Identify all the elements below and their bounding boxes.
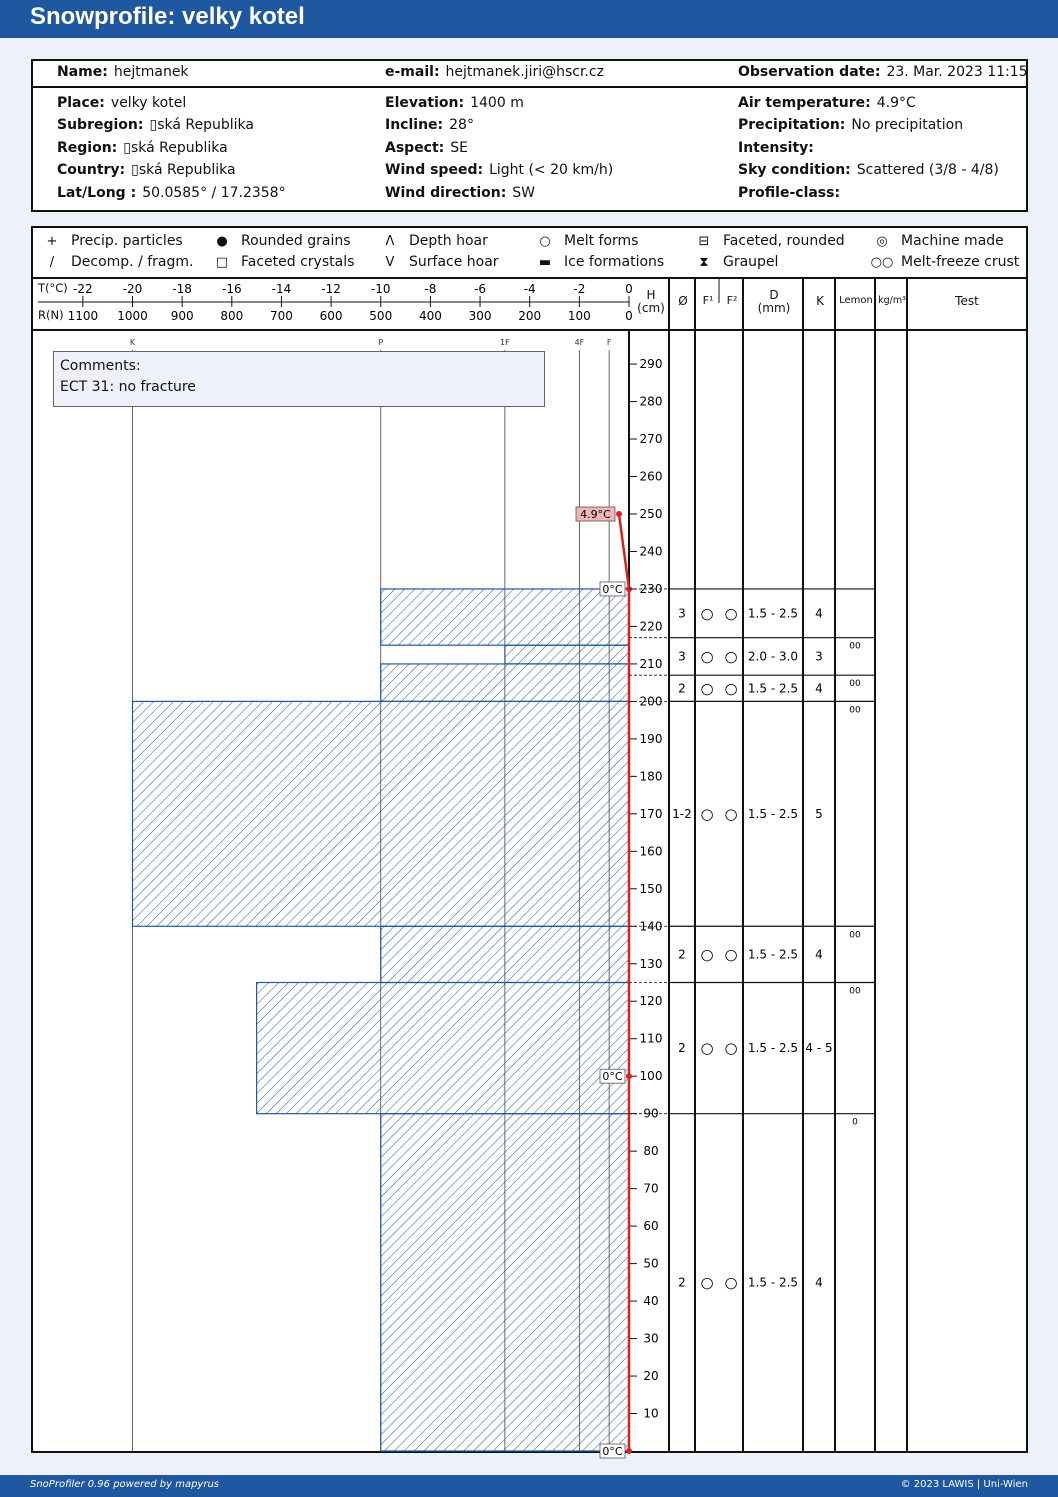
v-icon: V (385, 255, 395, 270)
footer (0, 1475, 1058, 1497)
d-header: D (769, 288, 779, 302)
layer-d: 1.5 - 2.5 (747, 947, 799, 962)
height-tick-label: 90 (643, 1106, 659, 1121)
layer-grain-size: 2 (678, 681, 686, 696)
legend-label: Depth hoar (409, 233, 488, 249)
place-field: Place: velky kotel (57, 95, 187, 111)
square-icon: □ (215, 255, 229, 270)
height-tick-label: 120 (639, 994, 663, 1009)
height-header: H (646, 288, 656, 302)
title-bar (0, 0, 1058, 38)
resistance-tick-label: 300 (468, 309, 492, 323)
resistance-tick-label: 500 (369, 309, 393, 323)
lemon-header: Lemon (839, 295, 873, 306)
profile-class-field: Profile-class: (738, 185, 841, 201)
faceted-rounded-icon: ⊟ (698, 234, 710, 249)
resistance-tick-label: 800 (220, 309, 244, 323)
page-title: Snowprofile: velky kotel (30, 3, 305, 30)
height-tick-label: 100 (639, 1069, 663, 1084)
hardness-bar (505, 645, 629, 664)
region-field: Region: ▯ská Republika (57, 140, 228, 156)
height-tick-label: 130 (639, 956, 663, 971)
circle-icon: ○ (539, 234, 551, 249)
height-tick-label: 270 (639, 432, 663, 447)
temp-tick-label: -20 (122, 282, 143, 296)
profile-panel (31, 226, 1028, 1458)
temperature-label: 0°C (602, 1070, 623, 1084)
height-tick-label: 20 (643, 1369, 659, 1384)
legend-label: Surface hoar (409, 254, 499, 270)
legend-label: Graupel (723, 254, 779, 270)
height-tick-label: 80 (643, 1144, 659, 1159)
aspect-field: Aspect: SE (385, 140, 469, 156)
layer-k: 3 (815, 649, 823, 664)
height-tick-label: 30 (643, 1331, 659, 1346)
height-tick-label: 240 (639, 544, 663, 559)
layer-d: 1.5 - 2.5 (747, 606, 799, 621)
legend-label: Decomp. / fragm. (71, 254, 194, 270)
hardness-label: P (378, 338, 384, 347)
temp-tick-label: -4 (523, 282, 536, 296)
layer-grain-size: 3 (678, 649, 686, 664)
hardness-bar (133, 701, 630, 926)
resistance-tick-label: 1100 (67, 309, 99, 323)
layer-f2: ○ (724, 679, 738, 698)
d-unit: (mm) (757, 301, 791, 315)
layer-f1: ○ (700, 804, 714, 823)
layer-f2: ○ (724, 804, 738, 823)
layer-d: 1.5 - 2.5 (747, 806, 799, 821)
bar-icon: ▬ (538, 255, 552, 270)
resistance-tick-label: 200 (518, 309, 542, 323)
incline-field: Incline: 28° (385, 117, 474, 133)
intensity-field: Intensity: (738, 140, 814, 156)
layer-k: 4 (815, 681, 823, 696)
layer-k: 4 (815, 947, 823, 962)
sky-condition-field: Sky condition: Scattered (3/8 - 4/8) (738, 162, 999, 178)
k-header: K (816, 294, 824, 308)
temperature-label: 0°C (602, 582, 623, 596)
layer-grain-size: 3 (678, 606, 686, 621)
layer-lemon: 00 (849, 641, 861, 652)
layer-lemon: 00 (849, 705, 861, 716)
legend-label: Melt-freeze crust (901, 254, 1020, 270)
resistance-tick-label: 0 (625, 309, 633, 323)
observation-date-field: Observation date: 23. Mar. 2023 11:15 (738, 64, 1028, 80)
layer-grain-size: 2 (678, 1041, 686, 1056)
legend-label: Melt forms (564, 233, 639, 249)
height-tick-label: 10 (643, 1406, 659, 1421)
height-tick-label: 70 (643, 1181, 659, 1196)
resistance-axis-label: R(N) (38, 308, 64, 322)
hardness-bar (257, 983, 629, 1114)
height-tick-label: 280 (639, 394, 663, 409)
layer-f1: ○ (700, 1039, 714, 1058)
melt-freeze-icon: ○○ (870, 255, 894, 270)
precipitation-field: Precipitation: No precipitation (738, 117, 964, 133)
name-field: Name: hejtmanek (57, 64, 189, 80)
temp-tick-label: -18 (172, 282, 192, 296)
layer-lemon: 00 (849, 679, 861, 690)
subregion-field: Subregion: ▯ská Republika (57, 117, 254, 133)
layer-f2: ○ (724, 945, 738, 964)
layer-k: 5 (815, 806, 823, 821)
grain-size-header: Ø (678, 294, 688, 308)
metadata-panel (31, 59, 1028, 212)
hardness-label: 1F (500, 338, 510, 347)
layer-f2: ○ (724, 604, 738, 623)
height-tick-label: 250 (639, 507, 663, 521)
height-tick-label: 60 (643, 1219, 659, 1234)
hardness-label: F (606, 338, 612, 347)
height-tick-label: 180 (639, 769, 663, 784)
slash-icon: / (49, 255, 55, 270)
legend-label: Rounded grains (241, 233, 351, 249)
hardness-bar (381, 664, 629, 701)
country-field: Country: ▯ská Republika (57, 162, 236, 178)
test-header: Test (955, 294, 979, 308)
layer-grain-size: 2 (678, 947, 686, 962)
resistance-tick-label: 900 (170, 309, 194, 323)
height-tick-label: 150 (639, 881, 663, 896)
temp-tick-label: 0 (625, 282, 633, 296)
f1-header: F¹ (702, 294, 714, 307)
layer-k: 4 - 5 (805, 1041, 833, 1056)
temp-tick-label: -6 (474, 282, 487, 296)
height-tick-label: 210 (639, 656, 663, 671)
resistance-tick-label: 1000 (117, 309, 148, 323)
layer-f1: ○ (700, 679, 714, 698)
layer-k: 4 (815, 1275, 823, 1290)
layer-d: 2.0 - 3.0 (747, 649, 799, 664)
layer-d: 1.5 - 2.5 (747, 1275, 799, 1290)
temp-tick-label: -2 (573, 282, 586, 296)
wind-speed-field: Wind speed: Light (< 20 km/h) (385, 162, 614, 178)
height-unit: (cm) (637, 301, 665, 315)
temp-tick-label: -16 (221, 282, 242, 296)
height-tick-label: 290 (639, 357, 663, 372)
resistance-tick-label: 600 (319, 309, 343, 323)
legend-label: Machine made (901, 233, 1004, 249)
height-tick-label: 260 (639, 469, 663, 484)
layer-f2: ○ (724, 1273, 738, 1292)
height-tick-label: 140 (639, 919, 663, 934)
layer-f1: ○ (700, 604, 714, 623)
height-tick-label: 230 (639, 581, 663, 596)
layer-grain-size: 2 (678, 1275, 686, 1290)
latlong-field: Lat/Long : 50.0585° / 17.2358° (57, 185, 286, 201)
temp-tick-label: -12 (321, 282, 341, 296)
temp-tick-label: -22 (73, 282, 93, 296)
hardness-label: 4F (574, 338, 585, 347)
temperature-point (626, 1448, 632, 1454)
temperature-point (616, 511, 622, 517)
layer-lemon: 0 (852, 1117, 858, 1128)
legend-label: Ice formations (564, 254, 665, 270)
layer-lemon: 00 (849, 986, 861, 997)
layer-f2: ○ (724, 1039, 738, 1058)
temperature-label: 0°C (602, 1445, 623, 1458)
resistance-tick-label: 100 (567, 309, 591, 323)
layer-d: 1.5 - 2.5 (747, 1041, 799, 1056)
height-tick-label: 220 (639, 619, 663, 634)
layer-f1: ○ (700, 1273, 714, 1292)
height-tick-label: 200 (639, 694, 663, 709)
hardness-bar (381, 589, 629, 645)
wind-direction-field: Wind direction: SW (385, 185, 536, 201)
height-tick-label: 190 (639, 731, 663, 746)
height-tick-label: 160 (639, 844, 663, 859)
snow-profile-chart (33, 228, 1026, 1458)
hardness-label: K (129, 338, 136, 347)
height-tick-label: 40 (643, 1294, 659, 1309)
plus-icon: + (46, 234, 58, 249)
height-tick-label: 170 (639, 806, 663, 821)
temp-tick-label: -14 (271, 282, 292, 296)
resistance-tick-label: 400 (418, 309, 442, 323)
density-header: kg/m³ (878, 295, 906, 306)
hardness-bar (381, 1114, 629, 1451)
layer-d: 1.5 - 2.5 (747, 681, 799, 696)
footer-credit: SnoProfiler 0.96 powered by mapyrus (30, 1479, 220, 1490)
height-tick-label: 110 (639, 1031, 663, 1046)
temp-axis-label: T(°C) (38, 281, 68, 295)
layer-f1: ○ (700, 945, 714, 964)
footer-copyright: © 2023 LAWIS | Uni-Wien (900, 1479, 1028, 1490)
temp-tick-label: -8 (424, 282, 437, 296)
email-field: e-mail: hejtmanek.jiri@hscr.cz (385, 64, 604, 80)
layer-lemon: 00 (849, 930, 861, 941)
filled-circle-icon: ● (216, 234, 228, 249)
comments-title: Comments: (60, 358, 141, 374)
legend-label: Faceted crystals (241, 254, 355, 270)
resistance-tick-label: 700 (269, 309, 293, 323)
hardness-bar (381, 926, 629, 982)
graupel-icon: ⧗ (699, 255, 709, 270)
metadata-divider (33, 86, 1026, 88)
comments-text: ECT 31: no fracture (60, 379, 196, 395)
layer-grain-size: 1-2 (672, 806, 692, 821)
layer-f2: ○ (724, 647, 738, 666)
temp-tick-label: -10 (370, 282, 391, 296)
legend-label: Precip. particles (71, 233, 183, 249)
legend-label: Faceted, rounded (723, 233, 845, 249)
elevation-field: Elevation: 1400 m (385, 95, 524, 111)
comments-box (53, 351, 545, 407)
temperature-point (626, 1073, 632, 1079)
f2-header: F² (726, 294, 738, 307)
height-tick-label: 50 (643, 1256, 659, 1271)
layer-k: 4 (815, 606, 823, 621)
air-temperature-field: Air temperature: 4.9°C (738, 95, 916, 111)
temperature-label: 4.9°C (580, 508, 611, 521)
caret-up-icon: Λ (385, 234, 395, 249)
machine-made-icon: ◎ (876, 234, 888, 249)
layer-f1: ○ (700, 647, 714, 666)
